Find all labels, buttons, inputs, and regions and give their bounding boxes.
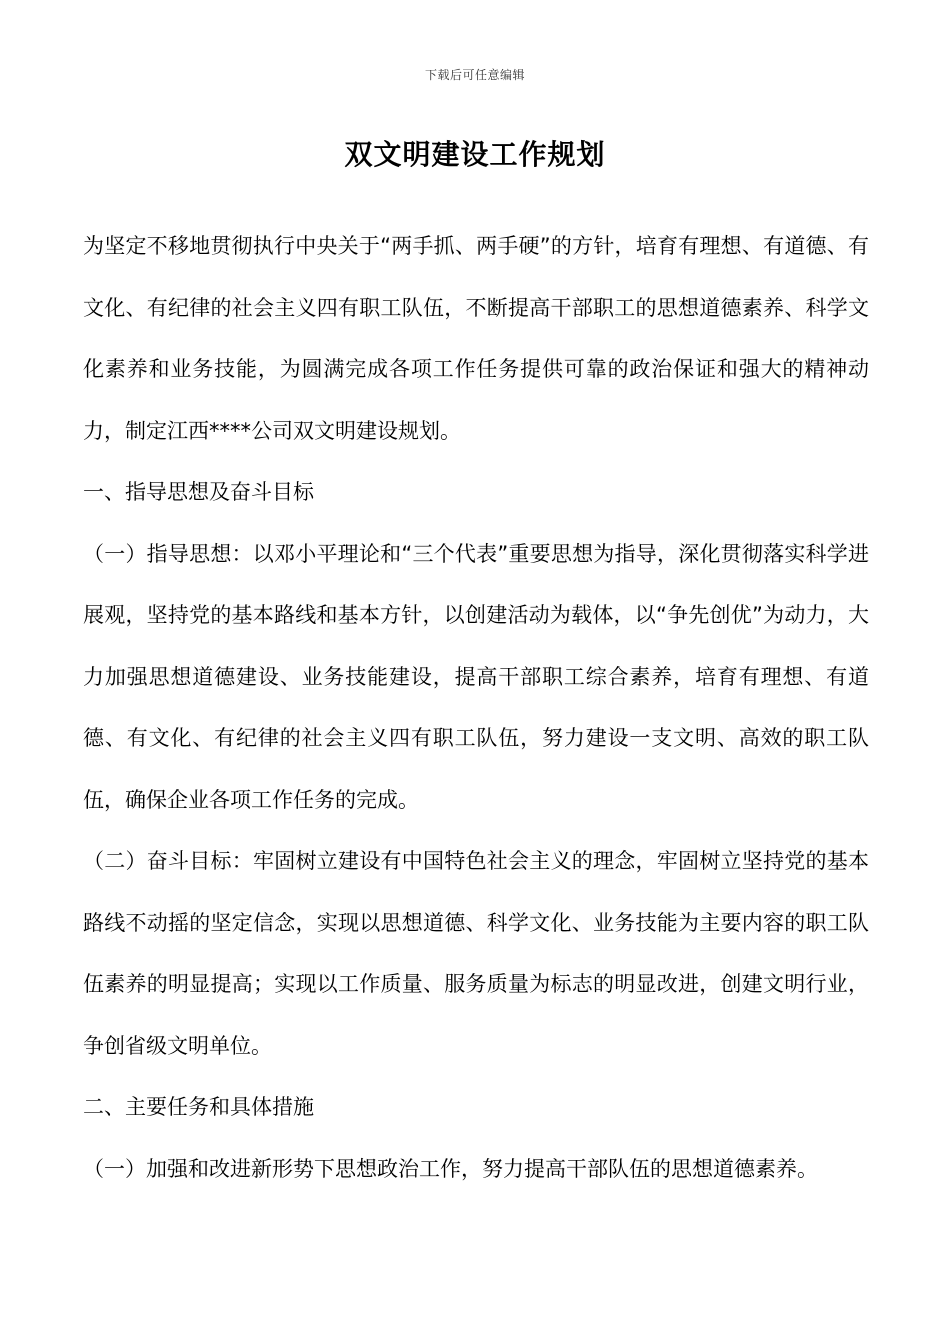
- paragraph-goals: （二）奋斗目标：牢固树立建设有中国特色社会主义的理念，牢固树立坚持党的基本路线不动摇的坚定信念，实现以思想道德、科学文化、业务技能为主要内容的职工队伍素养的明显提高；实现以工作质量、服务质量为标志的明显改进，创建文明行业，争创省级文明单位。: [83, 849, 869, 1058]
- header-note: 下载后可任意编辑: [424, 68, 525, 82]
- paragraph-task-1: （一）加强和改进新形势下思想政治工作，努力提高干部队伍的思想道德素养。: [83, 1156, 818, 1181]
- document-body: [83, 216, 869, 1200]
- document-title: 双文明建设工作规划: [344, 138, 606, 171]
- paragraph-intro: 为坚定不移地贯彻执行中央关于“两手抓、两手硬”的方针，培育有理想、有道德、有文化、有纪律的社会主义四有职工队伍，不断提高干部职工的思想道德素养、科学文化素养和业务技能，为圆满完成各项工作任务提供可靠的政治保证和强大的精神动力，制定江西****公司双文明建设规划。: [83, 234, 869, 443]
- section-heading-2: 二、主要任务和具体措施: [83, 1095, 314, 1119]
- paragraph-guiding-ideology: （一）指导思想：以邓小平理论和“三个代表”重要思想为指导，深化贯彻落实科学进展观，坚持党的基本路线和基本方针，以创建活动为载体，以“争先创优”为动力，大力加强思想道德建设、业务技能建设，提高干部职工综合素养，培育有理想、有道德、有文化、有纪律的社会主义四有职工队伍，努力建设一支文明、高效的职工队伍，确保企业各项工作任务的完成。: [83, 541, 869, 812]
- section-heading-1: 一、指导思想及奋斗目标: [83, 480, 314, 504]
